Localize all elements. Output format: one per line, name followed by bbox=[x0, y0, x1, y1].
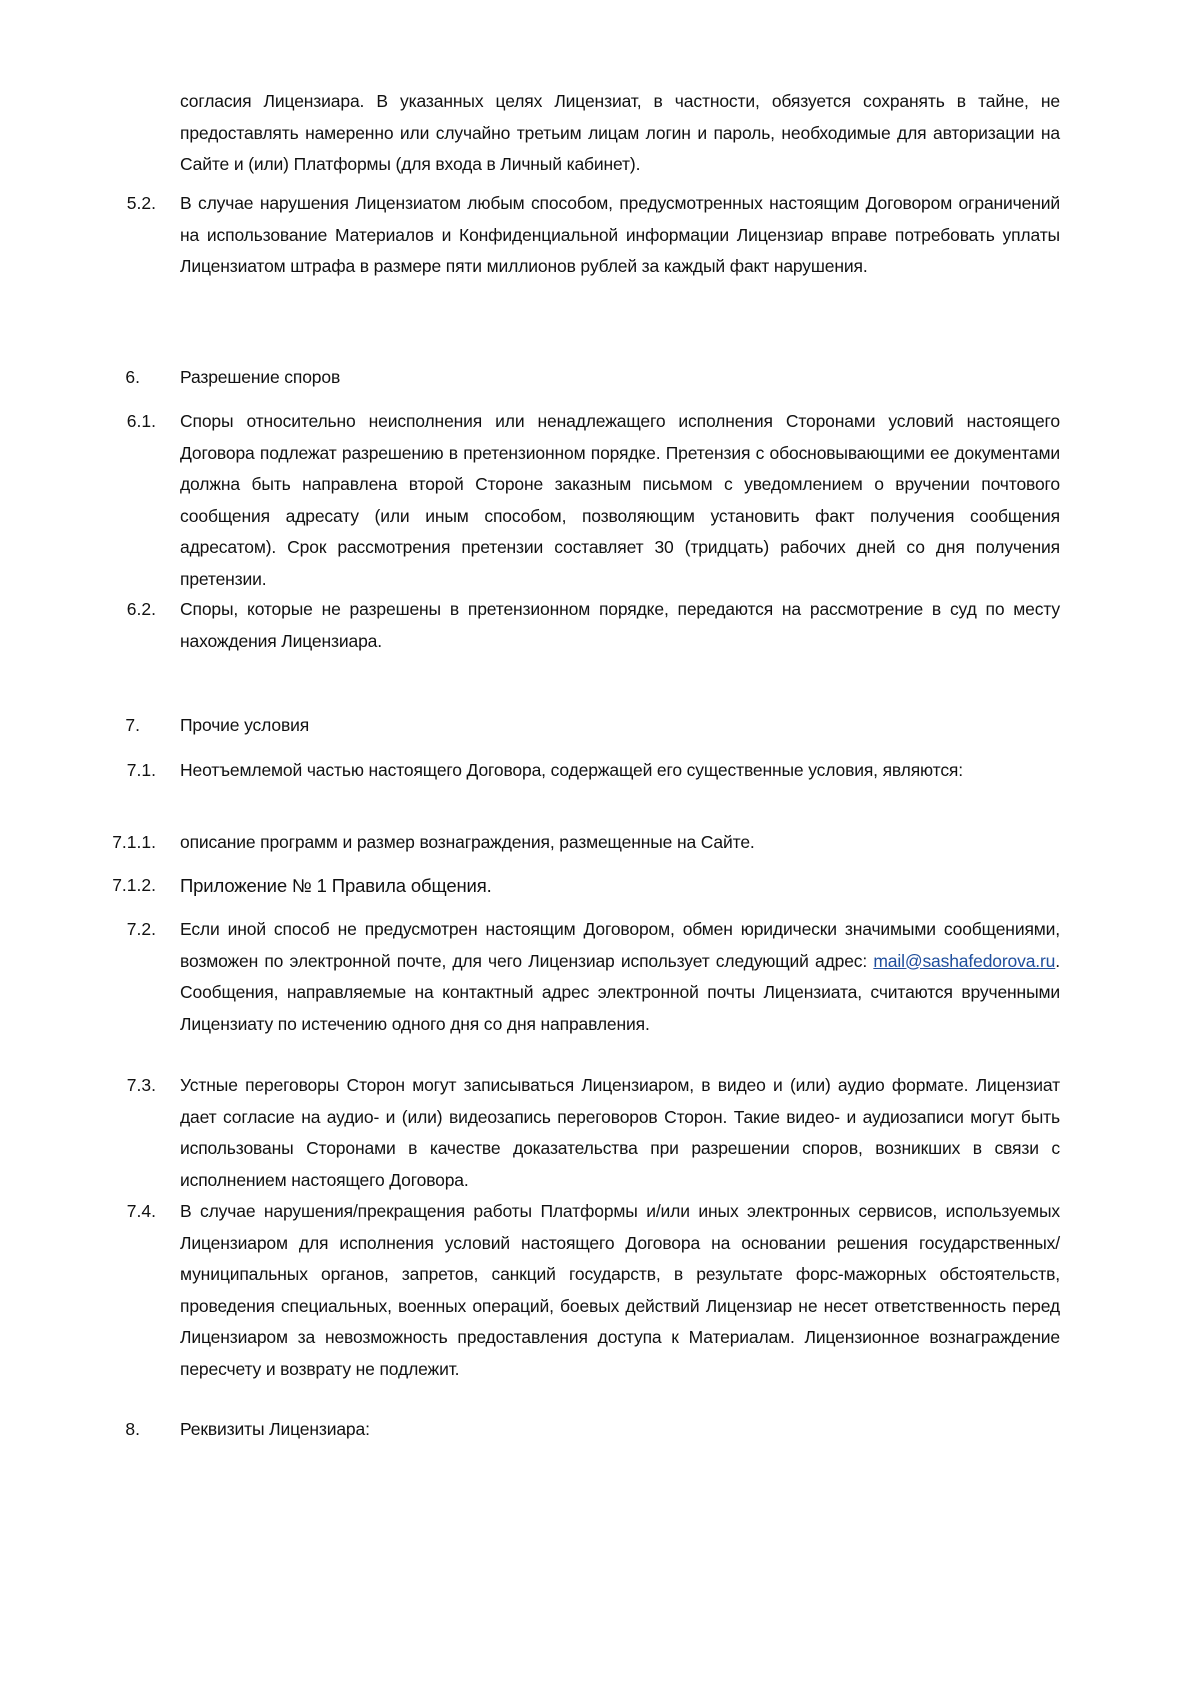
clause-text: Споры, которые не разрешены в претензионном порядке, передаются на рассмотрение в суд по месту нахождения Лицензиара. bbox=[180, 599, 1060, 651]
clause-7-2 bbox=[80, 914, 1060, 1040]
clause-text bbox=[180, 914, 1060, 1040]
clause-number: 6.1. bbox=[126, 411, 156, 431]
section-title: Разрешение споров bbox=[180, 367, 341, 387]
email-link[interactable]: mail@sashafedorova.ru bbox=[873, 950, 1056, 971]
section-heading-6 bbox=[80, 362, 1060, 394]
clause-text: Неотъемлемой частью настоящего Договора, содержащей его существенные условия, являются: bbox=[180, 760, 963, 780]
clause-text: Устные переговоры Сторон могут записываться Лицензиаром, в видео и (или) аудио формате. Лицензиат дает согласие на аудио- и (или) видеозапись переговоров Сторон. Такие видео- и аудиозаписи могут быть использованы Сторонами в качестве доказательства при разрешении споров, возникших в связи с исполнением настоящего Договора. bbox=[180, 1075, 1060, 1190]
clause-text: Приложение № 1 Правила общения. bbox=[180, 875, 492, 896]
clause-number: 7.1.2. bbox=[112, 875, 156, 895]
clause-text: описание программ и размер вознаграждения, размещенные на Сайте. bbox=[180, 832, 755, 852]
paragraph-text: согласия Лицензиара. В указанных целях Лицензиат, в частности, обязуется сохранять в тайне, не предоставлять намеренно или случайно третьим лицам логин и пароль, необходимые для авторизации на Сайте и (или) Платформы (для входа в Личный кабинет). bbox=[180, 91, 1060, 174]
section-number: 7. bbox=[125, 715, 140, 735]
clause-6-1 bbox=[80, 406, 1060, 595]
clause-number: 5.2. bbox=[126, 193, 156, 213]
section-number: 8. bbox=[125, 1419, 140, 1439]
clause-number: 6.2. bbox=[126, 599, 156, 619]
clause-7-4 bbox=[80, 1196, 1060, 1385]
clause-6-2 bbox=[80, 594, 1060, 657]
clause-text: В случае нарушения Лицензиатом любым способом, предусмотренных настоящим Договором ограничений на использование Материалов и Конфиденциальной информации Лицензиар вправе потребовать уплаты Лицензиатом штрафа в размере пяти миллионов рублей за каждый факт нарушения. bbox=[180, 193, 1060, 276]
clause-text: В случае нарушения/прекращения работы Платформы и/или иных электронных сервисов, используемых Лицензиаром для исполнения условий настоящего Договора на основании решения государственных/муниципальных органов, запретов, санкций государств, в результате форс-мажорных обстоятельств, проведения специальных, военных операций, боевых действий Лицензиар не несет ответственность перед Лицензиаром за невозможность предоставления доступа к Материалам. Лицензионное вознаграждение пересчету и возврату не подлежит. bbox=[180, 1201, 1060, 1379]
clause-text-after-email: . Сообщения, направляемые на контактный адрес электронной почты Лицензиата, считаются врученными Лицензиату по истечению одного дня со дня направления. bbox=[180, 950, 1060, 1034]
clause-number: 7.4. bbox=[126, 1201, 156, 1221]
clause-number: 7.2. bbox=[126, 919, 156, 939]
clause-5-2 bbox=[80, 188, 1060, 283]
paragraph-continuation bbox=[80, 86, 1060, 181]
clause-7-3 bbox=[80, 1070, 1060, 1196]
section-heading-7 bbox=[80, 710, 1060, 742]
section-title: Реквизиты Лицензиара: bbox=[180, 1419, 370, 1439]
clause-text: Споры относительно неисполнения или ненадлежащего исполнения Сторонами условий настоящего Договора подлежат разрешению в претензионном порядке. Претензия с обосновывающими ее документами должна быть направлена второй Стороне заказным письмом с уведомлением о вручении почтового сообщения адресату (или иным способом, позволяющим установить факт получения сообщения адресатом). Срок рассмотрения претензии составляет 30 (тридцать) рабочих дней со дня получения претензии. bbox=[180, 411, 1060, 589]
clause-text-before-email: Если иной способ не предусмотрен настоящим Договором, обмен юридически значимыми сообщениями, возможен по электронной почте, для чего Лицензиар использует следующий адрес: bbox=[180, 919, 1060, 971]
clause-7-1-1 bbox=[80, 827, 1060, 859]
clause-7-1-2 bbox=[80, 870, 1060, 902]
section-title: Прочие условия bbox=[180, 715, 310, 735]
clause-number: 7.3. bbox=[126, 1075, 156, 1095]
section-number: 6. bbox=[125, 367, 140, 387]
clause-7-1 bbox=[80, 755, 1060, 787]
section-heading-8 bbox=[80, 1414, 1060, 1446]
clause-number: 7.1.1. bbox=[112, 832, 156, 852]
clause-number: 7.1. bbox=[126, 760, 156, 780]
